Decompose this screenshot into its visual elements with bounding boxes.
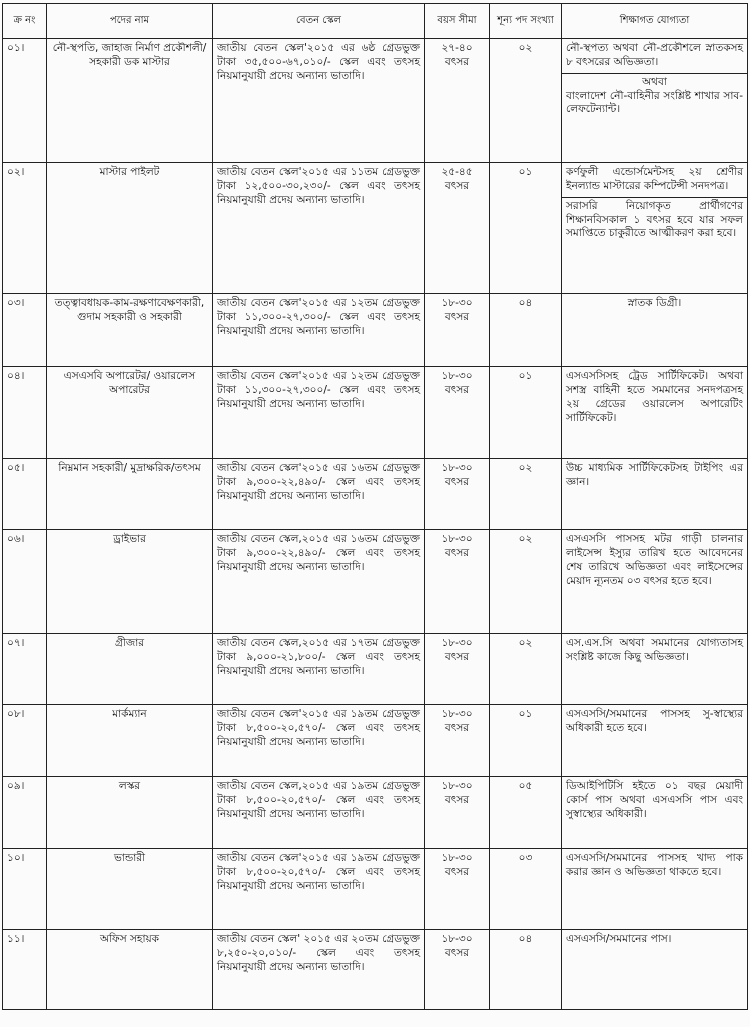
post-name-cell: এসএসবি অপারেটর/ ওয়ারলেস অপারেটর [47, 367, 213, 459]
table-row [3, 367, 748, 459]
table-row [3, 294, 748, 367]
table-row [3, 634, 748, 705]
qualification-cell [562, 705, 748, 777]
table-row [3, 459, 748, 530]
table-row [3, 163, 748, 294]
vacancy-cell: ০৩ [490, 849, 562, 930]
post-name-cell: নৌ-স্থপতি, জাহাজ নির্মাণ প্রকৌশলী/সহকারী ডক মাস্টার [47, 39, 213, 163]
pay-scale-cell: জাতীয় বেতন স্কেল' ২০১৫ এর ২০তম গ্রেডভুক্ত ৮,২৫০-২০,০১০/- স্কেল এবং তৎসহ নিয়মানুযায়ী প্রদেয় অন্যান্য ভাতাদি। [213, 930, 425, 1010]
vacancy-cell: ০২ [490, 634, 562, 705]
vacancy-cell: ০১ [490, 367, 562, 459]
qualification-text: ডিআইপিটিসি হইতে ০১ বছর মেয়াদী কোর্স পাস অথবা এসএসসি পাস এবং সুস্বাস্থ্যের অধিকারী। [566, 780, 743, 820]
table-row [3, 849, 748, 930]
vacancy-cell: ০২ [490, 39, 562, 163]
vacancy-cell: ০৫ [490, 777, 562, 849]
vacancy-cell: ০১ [490, 163, 562, 294]
pay-scale-cell: জাতীয় বেতন স্কেল'২০১৫ এর ৬ষ্ঠ গ্রেডভুক্ত টাকা ৩৫,৫০০-৬৭,০১০/- স্কেল এবং তৎসহ নিয়মানুযায়ী প্রদেয় অন্যান্য ভাতাদি। [213, 39, 425, 163]
serial-cell: ০৩। [3, 294, 47, 367]
pay-scale-cell: জাতীয় বেতন স্কেল,২০১৫ এর ১৭তম গ্রেডভুক্ত টাকা ৯,০০০-২১,৮০০/- স্কেল এবং তৎসহ নিয়মানুযায়ী প্রদেয় অন্যান্য ভাতাদি। [213, 634, 425, 705]
serial-cell: ০৪। [3, 367, 47, 459]
vacancy-cell: ০২ [490, 459, 562, 530]
post-name-cell: ড্রাইভার [47, 530, 213, 634]
qualification-cell [562, 930, 748, 1010]
post-name-cell: লস্কর [47, 777, 213, 849]
age-limit-cell: ১৮-৩০ বৎসর [425, 294, 490, 367]
age-limit-cell: ১৮-৩০ বৎসর [425, 930, 490, 1010]
qualification-cell [562, 367, 748, 459]
post-name-cell: তত্ত্বাবধায়ক-কাম-রক্ষণাবেক্ষণকারী, গুদাম সহকারী ও সহকারী [47, 294, 213, 367]
age-limit-cell: ১৮-৩০ বৎসর [425, 705, 490, 777]
vacancy-cell: ০৪ [490, 930, 562, 1010]
header-pay-scale: বেতন স্কেল [213, 4, 425, 39]
qualification-divider [562, 73, 747, 74]
post-name-cell: গ্রীজার [47, 634, 213, 705]
post-name-cell: মার্কম্যান [47, 705, 213, 777]
header-vacancy: শূন্য পদ সংখ্যা [490, 4, 562, 39]
qualification-cell [562, 163, 748, 294]
qualification-text: স্নাতক ডিগ্রী। [627, 297, 682, 309]
qualification-cell [562, 634, 748, 705]
vacancy-cell: ০৪ [490, 294, 562, 367]
qualification-text: এসএসসি পাসসহ মটর গাড়ী চালনার লাইসেন্স ইস্যুর তারিখ হতে আবেদনের শেষ তারিখে অভিজ্ঞতা এবং লাইসেন্সের মেয়াদ ন্যূনতম ০৩ বৎসর হতে হবে। [566, 533, 743, 587]
qualification-text: এস.এস.সি অথবা সমমানের যোগ্যতাসহ সংশ্লিষ্ট কাজে কিছু অভিজ্ঞতা। [566, 637, 743, 663]
pay-scale-cell: জাতীয় বেতন স্কেল'২০১৫ এর ১৯তম গ্রেডভুক্ত টাকা ৮,৫০০-২০,৫৭০/- স্কেল এবং তৎসহ নিয়মানুযায়ী প্রদেয় অন্যান্য ভাতাদি। [213, 705, 425, 777]
qualification-text: এসএসসি/সমমানের পাসসহ সু-স্বাস্থ্যের অধিকারী হতে হবে। [566, 708, 743, 734]
serial-cell: ০৬। [3, 530, 47, 634]
serial-cell: ০৭। [3, 634, 47, 705]
qualification-text-alt: সরাসরি নিয়োগকৃত প্রার্থীগণের শিক্ষানবিসকাল ১ বৎসর হবে যার সফল সমাপ্তিতে চাকুরীতে আত্মীকরণ করা হবে। [566, 199, 743, 240]
header-serial: ক্র নং [3, 4, 47, 39]
table-row [3, 930, 748, 1010]
qualification-cell [562, 39, 748, 163]
pay-scale-cell: জাতীয় বেতন স্কেল,২০১৫ এর ১৬তম গ্রেডভুক্ত টাকা ৯,৩০০-২২,৪৯০/- স্কেল এবং তৎসহ নিয়মানুযায়ী প্রদেয় অন্যান্য ভাতাদি। [213, 530, 425, 634]
table-row [3, 777, 748, 849]
qualification-text-alt: বাংলাদেশ নৌ-বাহিনীর সংশ্লিষ্ট শাখার সাব-লেফটেন্যান্ট। [566, 89, 743, 116]
post-name-cell: মাস্টার পাইলট [47, 163, 213, 294]
table-row [3, 530, 748, 634]
age-limit-cell: ১৮-৩০ বৎসর [425, 849, 490, 930]
post-name-cell: নিম্নমান সহকারী/ মুদ্রাক্ষরিক/তৎসম [47, 459, 213, 530]
table-header [3, 4, 748, 39]
qualification-cell [562, 849, 748, 930]
qualification-divider [562, 197, 747, 198]
pay-scale-cell: জাতীয় বেতন স্কেল'২০১৫ এর ১৯তম গ্রেডভুক্ত টাকা ৮,৫০০-২০,৫৭০/- স্কেল এবং তৎসহ নিয়মানুযায়ী প্রদেয় অন্যান্য ভাতাদি। [213, 849, 425, 930]
qualification-text: উচ্চ মাধ্যমিক সার্টিফিকেটসহ টাইপিং এর জ্ঞান। [566, 462, 743, 488]
age-limit-cell: ২৭-৪০ বৎসর [425, 39, 490, 163]
pay-scale-cell: জাতীয় বেতন স্কেল'২০১৫ এর ১১তম গ্রেডভুক্ত টাকা ১২,৫০০-৩০,২৩০/- স্কেল এবং তৎসহ নিয়মানুযায়ী প্রদেয় অন্যান্য ভাতাদি। [213, 163, 425, 294]
table-body [3, 39, 748, 1010]
serial-cell: ১০। [3, 849, 47, 930]
pay-scale-cell: জাতীয় বেতন স্কেল'২০১৫ এর ১৬তম গ্রেডভুক্ত টাকা ৯,৩০০-২২,৪৯০/- স্কেল এবং তৎসহ নিয়মানুযায়ী প্রদেয় অন্যান্য ভাতাদি। [213, 459, 425, 530]
serial-cell: ০৯। [3, 777, 47, 849]
header-row [3, 4, 748, 39]
header-qualification: শিক্ষাগত যোগ্যতা [562, 4, 748, 39]
table-row [3, 39, 748, 163]
serial-cell: ১১। [3, 930, 47, 1010]
qualification-cell [562, 294, 748, 367]
qualification-text: নৌ-স্থপত্য অথবা নৌ-প্রকৌশলে স্নাতকসহ ৮ বৎসরের অভিজ্ঞতা। [566, 42, 743, 68]
qualification-cell [562, 530, 748, 634]
serial-cell: ০৮। [3, 705, 47, 777]
qualification-or: অথবা [642, 75, 667, 88]
age-limit-cell: ১৮-৩০ বৎসর [425, 634, 490, 705]
header-age-limit: বয়স সীমা [425, 4, 490, 39]
age-limit-cell: ১৮-৩০ বৎসর [425, 777, 490, 849]
vacancy-cell: ০১ [490, 705, 562, 777]
serial-cell: ০২। [3, 163, 47, 294]
age-limit-cell: ২৫-৪৫ বৎসর [425, 163, 490, 294]
qualification-cell [562, 459, 748, 530]
qualification-text: এসএসসি/সমমানের পাস। [566, 933, 672, 945]
qualification-text: কর্ণফুলী এন্ডোর্সমেন্টসহ ২য় শ্রেণীর ইনল্যান্ড মাস্টারের কম্পিটেন্সী সনদপত্র। [566, 166, 743, 192]
header-post-name: পদের নাম [47, 4, 213, 39]
qualification-cell [562, 777, 748, 849]
post-name-cell: অফিস সহায়ক [47, 930, 213, 1010]
qualification-text: এসএসসিসহ ট্রেড সার্টিফিকেট। অথবা সশস্ত্র বাহিনী হতে সমমানের সনদপত্রসহ ২য় গ্রেডের ওয়ারলেস অপারেটিং সার্টিফিকেট। [566, 370, 743, 424]
pay-scale-cell: জাতীয় বেতন স্কেল,২০১৫ এর ১৯তম গ্রেডভুক্ত টাকা ৮,৫০০-২০,৫৭০/- স্কেল এবং তৎসহ নিয়মানুযায়ী প্রদেয় অন্যান্য ভাতাদি। [213, 777, 425, 849]
age-limit-cell: ১৮-৩০ বৎসর [425, 367, 490, 459]
pay-scale-cell: জাতীয় বেতন স্কেল'২০১৫ এর ১২তম গ্রেডভুক্ত টাকা ১১,৩০০-২৭,৩০০/- স্কেল এবং তৎসহ নিয়মানুযায়ী প্রদেয় অন্যান্য ভাতাদি। [213, 367, 425, 459]
pay-scale-cell: জাতীয় বেতন স্কেল'২০১৫ এর ১২তম গ্রেডভুক্ত টাকা ১১,৩০০-২৭,৩০০/- স্কেল এবং তৎসহ নিয়মানুযায়ী প্রদেয় অন্যান্য ভাতাদি। [213, 294, 425, 367]
age-limit-cell: ১৮-৩০ বৎসর [425, 530, 490, 634]
post-name-cell: ভান্ডারী [47, 849, 213, 930]
vacancy-table [2, 3, 748, 1010]
serial-cell: ০৫। [3, 459, 47, 530]
serial-cell: ০১। [3, 39, 47, 163]
age-limit-cell: ১৮-৩০ বৎসর [425, 459, 490, 530]
table-row [3, 705, 748, 777]
vacancy-cell: ০২ [490, 530, 562, 634]
qualification-text: এসএসসি/সমমানের পাসসহ খাদ্য পাক করার জ্ঞান ও অভিজ্ঞতা থাকতে হবে। [566, 852, 743, 878]
